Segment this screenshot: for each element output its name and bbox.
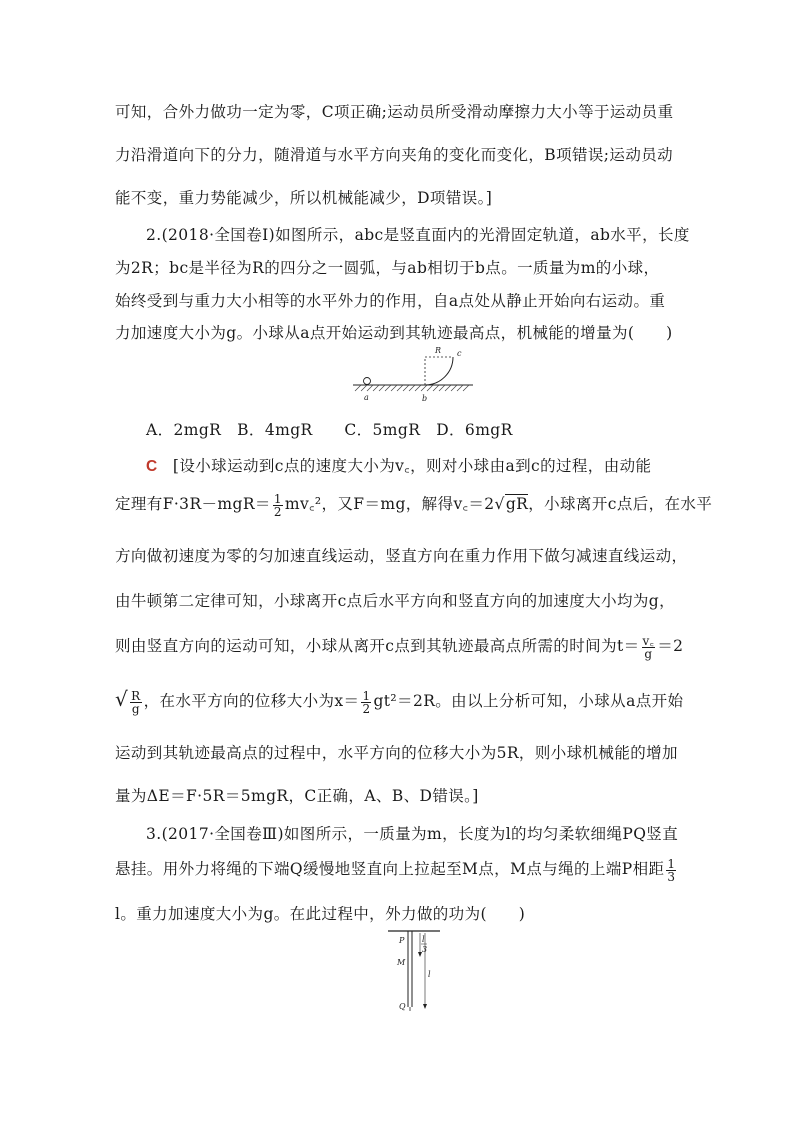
label-frac-num: l xyxy=(422,935,425,944)
solution-line: 运动到其轨迹最高点的过程中，水平方向的位移大小为5R，则小球机械能的增加 xyxy=(115,744,678,762)
text-line: 力沿滑道向下的分力，随滑道与水平方向夹角的变化而变化，B项错误;运动员动 xyxy=(115,146,674,164)
question-3-text-span: 悬挂。用外力将绳的下端Q缓慢地竖直向上拉起至M点，M点与绳的上端P相距 xyxy=(115,860,665,878)
question-2-text: 为2R；bc是半径为R的四分之一圆弧，与ab相切于b点。一质量为m的小球， xyxy=(115,259,660,277)
question-3-text: l。重力加速度大小为g。在此过程中，外力做的功为( ) xyxy=(115,905,526,923)
label-R: R xyxy=(435,346,442,355)
answer-options: A．2mgR B．4mgR C．5mgR D．6mgR xyxy=(146,421,513,439)
solution-text: ＝2 xyxy=(657,637,684,655)
solution-text: mv꜀²，又F＝mg，解得v꜀＝2 xyxy=(284,495,495,513)
label-c: c xyxy=(457,349,462,358)
solution-text: ，在水平方向的位移大小为x＝ xyxy=(143,692,360,710)
ball xyxy=(364,378,371,385)
label-a: a xyxy=(364,393,369,402)
question-2-text: 力加速度大小为g。小球从a点开始运动到其轨迹最高点，机械能的增量为( ) xyxy=(115,324,673,342)
text-line: 可知，合外力做功一定为零，C项正确;运动员所受滑动摩擦力大小等于运动员重 xyxy=(115,103,674,121)
solution-text: 定理有F·3R－mgR＝ xyxy=(115,495,271,513)
label-frac-den: 3 xyxy=(422,945,428,954)
question-2-text: 2.(2018·全国卷Ⅰ)如图所示，abc是竖直面内的光滑固定轨道，ab水平，长度 xyxy=(146,226,690,244)
solution-text: 则由竖直方向的运动可知，小球从离开c点到其轨迹最高点所需的时间为t＝ xyxy=(115,637,640,655)
label-l: l xyxy=(428,970,431,979)
track-figure xyxy=(345,342,480,404)
answer-letter: C xyxy=(146,458,158,475)
label-M: M xyxy=(397,958,406,967)
rope-figure xyxy=(384,927,444,1015)
solution-line: √ $\frac{R}{g}$ ，在水平方向的位移大小为x＝ $\frac{1}{2}$ gt²＝2R。由以上分析可知，小球从a点开始 xyxy=(115,687,684,716)
sqrt-term: gR xyxy=(505,495,529,513)
solution-line xyxy=(146,454,651,476)
fraction: $\frac{1}{2}$ xyxy=(273,491,282,519)
solution-text: ，小球离开c点后，在水平 xyxy=(528,495,713,513)
question-2-text: 始终受到与重力大小相等的水平外力的作用，自a点处从静止开始向右运动。重 xyxy=(115,292,666,310)
question-3-text: 3.(2017·全国卷Ⅲ)如图所示，一质量为m，长度为l的均匀柔软细绳PQ竖直 xyxy=(146,825,679,843)
solution-line: 量为ΔE＝F·5R＝5mgR，C正确，A、B、D错误。] xyxy=(115,787,479,805)
label-Q: Q xyxy=(399,1002,406,1011)
sqrt-fraction: $\frac{R}{g}$ xyxy=(131,688,141,716)
label-P: P xyxy=(399,936,405,945)
fraction: $\frac{v꜀}{g}$ xyxy=(642,633,655,661)
solution-text: gt²＝2R。由以上分析可知，小球从a点开始 xyxy=(373,692,684,710)
fraction: $\frac{1}{3}$ xyxy=(667,856,676,884)
solution-line xyxy=(115,634,683,660)
fraction: $\frac{1}{2}$ xyxy=(362,688,371,716)
solution-line: 定理有F·3R－mgR＝ $\frac{1}{2}$ mv꜀²，又F＝mg，解得v꜀＝2√gR，小球离开c点后，在水平 xyxy=(115,491,713,519)
text-line: 能不变，重力势能减少，所以机械能减少，D项错误。] xyxy=(115,189,493,207)
solution-line: 方向做初速度为零的匀加速直线运动，竖直方向在重力作用下做匀减速直线运动， xyxy=(115,547,688,565)
label-b: b xyxy=(422,394,428,403)
solution-text: [设小球运动到c点的速度大小为v꜀，则对小球由a到c的过程，由动能 xyxy=(172,457,652,475)
question-3-text xyxy=(115,857,678,883)
solution-line: 由牛顿第二定律可知，小球离开c点后水平方向和竖直方向的加速度大小均为g， xyxy=(115,592,676,610)
